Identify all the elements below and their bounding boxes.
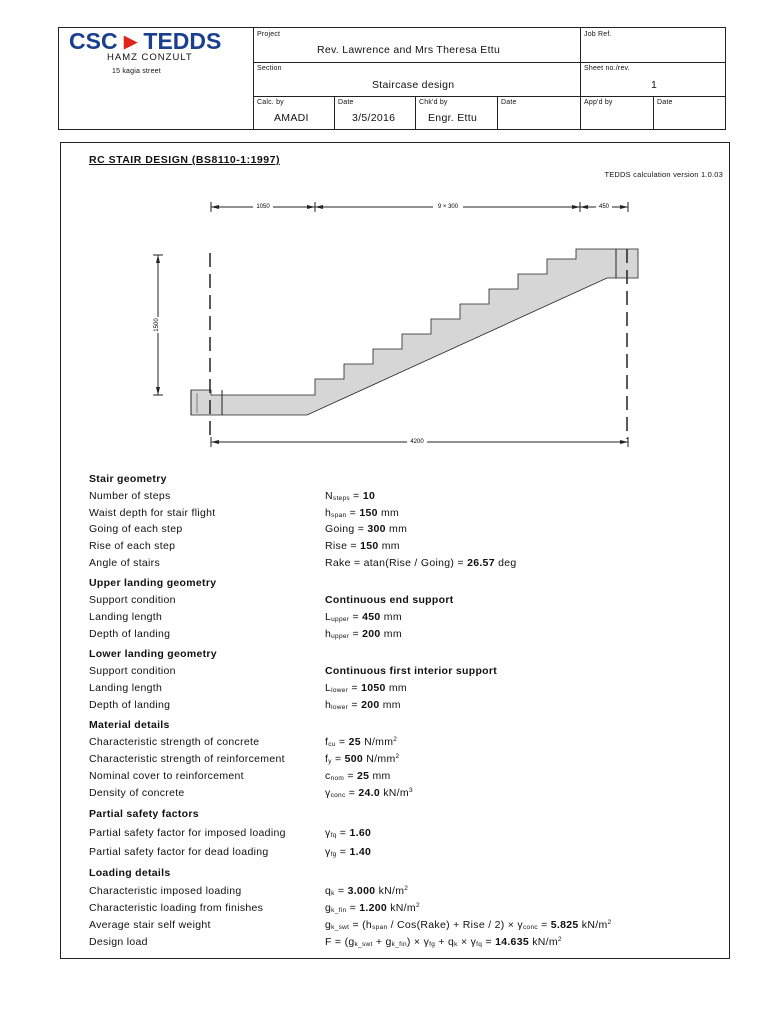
calcby-label: Calc. by <box>257 99 284 106</box>
project-value: Rev. Lawrence and Mrs Theresa Ettu <box>317 44 501 56</box>
finishes-label: Characteristic loading from finishes <box>89 902 264 914</box>
fcu-label: Characteristic strength of concrete <box>89 736 260 748</box>
upper-support-value: Continuous end support <box>325 594 454 606</box>
lower-depth-value: $h_{lower} = 200$ mm <box>325 699 401 711</box>
jobref-label: Job Ref. <box>584 31 612 38</box>
company-name: HAMZ CONZULT <box>107 52 193 63</box>
designload-label: Design load <box>89 936 148 948</box>
density-value: $\gamma_{conc} = 24.0$ $kN/m^3$ <box>325 787 413 799</box>
lower-depth-label: Depth of landing <box>89 699 171 711</box>
date-label: Date <box>338 99 354 106</box>
steps-value: $N_{steps} = 10$ <box>325 490 376 502</box>
steps-label: Number of steps <box>89 490 171 502</box>
lower-length-label: Landing length <box>89 682 163 694</box>
date3-label: Date <box>657 99 673 106</box>
material-heading: Material details <box>89 719 170 731</box>
doc-title: RC STAIR DESIGN (BS8110-1:1997) <box>89 154 280 166</box>
safety-heading: Partial safety factors <box>89 808 199 820</box>
density-label: Density of concrete <box>89 787 185 799</box>
upper-depth-value: $h_{upper} = 200$ mm <box>325 628 402 640</box>
csc-tedds-logo: CSC ▶ TEDDS <box>69 28 222 54</box>
section-label: Section <box>257 65 282 72</box>
going-value: Going = 300 mm <box>325 523 408 535</box>
lower-support-label: Support condition <box>89 665 176 677</box>
rise-label: Rise of each step <box>89 540 176 552</box>
lower-support-value: Continuous first interior support <box>325 665 498 677</box>
chkby-label: Chk'd by <box>419 99 448 106</box>
upper-support-label: Support condition <box>89 594 176 606</box>
designload-value: $F = (g_{k\_swt} + g_{k\_fin}) \times \gamma_{fg} + q_k \times \gamma_{fq} = 14.635$ $kN/m^2$ <box>325 936 562 948</box>
qk-value: $q_k = 3.000$ $kN/m^2$ <box>325 885 409 897</box>
loading-heading: Loading details <box>89 867 171 879</box>
cover-value: $c_{nom} = 25$ mm <box>325 770 391 782</box>
imposed-factor-label: Partial safety factor for imposed loading <box>89 827 286 839</box>
fy-value: $f_y = 500$ $N/mm^2$ <box>325 753 400 765</box>
finishes-value: $g_{k\_fin} = 1.200$ $kN/m^2$ <box>325 902 420 914</box>
waist-value: $h_{span} = 150$ mm <box>325 507 400 519</box>
upper-length-value: $L_{upper} = 450$ mm <box>325 611 402 623</box>
fcu-value: $f_{cu} = 25$ $N/mm^2$ <box>325 736 398 748</box>
play-triangle-icon: ▶ <box>123 32 138 51</box>
chkby-value: Engr. Ettu <box>428 112 478 124</box>
stair-diagram <box>61 143 729 463</box>
dim-lower-landing: 1050 <box>256 204 270 210</box>
selfweight-label: Average stair self weight <box>89 919 211 931</box>
imposed-factor-value: $\gamma_{fq} = 1.60$ <box>325 827 372 839</box>
stair-geometry-heading: Stair geometry <box>89 473 167 485</box>
date-value: 3/5/2016 <box>352 112 396 124</box>
lower-length-value: $L_{lower} = 1050$ mm <box>325 682 407 694</box>
upper-landing-heading: Upper landing geometry <box>89 577 217 589</box>
calc-body <box>60 142 730 959</box>
company-address: 15 kagia street <box>112 68 161 75</box>
fy-label: Characteristic strength of reinforcement <box>89 753 285 765</box>
sheet-label: Sheet no./rev. <box>584 65 630 72</box>
waist-label: Waist depth for stair flight <box>89 507 216 519</box>
qk-label: Characteristic imposed loading <box>89 885 242 897</box>
section-value: Staircase design <box>372 79 455 91</box>
upper-length-label: Landing length <box>89 611 163 623</box>
dim-upper-landing: 450 <box>598 204 610 210</box>
going-label: Going of each step <box>89 523 183 535</box>
appby-label: App'd by <box>584 99 613 106</box>
dim-total: 4200 <box>410 439 424 445</box>
doc-version: TEDDS calculation version 1.0.03 <box>604 170 723 179</box>
angle-value: Rake = atan(Rise / Going) = 26.57 deg <box>325 557 517 569</box>
dead-factor-label: Partial safety factor for dead loading <box>89 846 269 858</box>
dim-steps: 9 × 300 <box>437 204 459 210</box>
rise-value: Rise = 150 mm <box>325 540 400 552</box>
project-label: Project <box>257 31 281 38</box>
calcby-value: AMADI <box>274 112 309 124</box>
dead-factor-value: $\gamma_{fg} = 1.40$ <box>325 846 372 858</box>
selfweight-value: $g_{k\_swt} = (h_{span}$ / Cos(Rake) + Rise / $2) \times \gamma_{conc} = 5.825$ $kN/m^2$ <box>325 919 612 931</box>
angle-label: Angle of stairs <box>89 557 161 569</box>
upper-depth-label: Depth of landing <box>89 628 171 640</box>
dim-height: 1500 <box>154 318 160 332</box>
calc-sheet-header <box>58 27 726 130</box>
cover-label: Nominal cover to reinforcement <box>89 770 244 782</box>
lower-landing-heading: Lower landing geometry <box>89 648 217 660</box>
date2-label: Date <box>501 99 517 106</box>
sheet-value: 1 <box>651 79 658 91</box>
